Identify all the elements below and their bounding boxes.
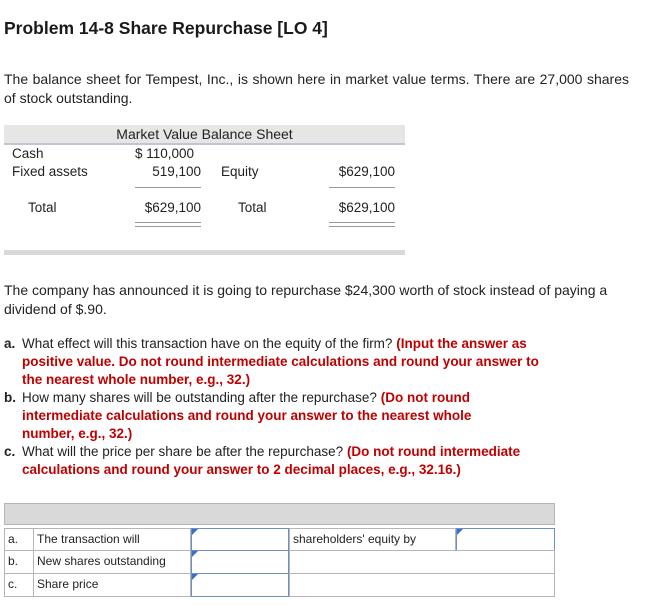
question-c-note-2: calculations and round your answer to 2 decimal places, e.g., 32.16.) [22, 462, 461, 477]
row-c-filler [289, 573, 555, 597]
total-liabilities-label: Total [238, 200, 267, 215]
equity-label: Equity [221, 164, 259, 179]
balance-sheet-top-rule [4, 143, 405, 145]
row-a-amount-input-marker-icon [457, 529, 463, 535]
question-b-text: How many shares will be outstanding after the repurchase? [22, 390, 377, 405]
row-a-text: The transaction will [33, 528, 191, 551]
intro-paragraph: The balance sheet for Tempest, Inc., is shown here in market value terms. There are 27,000 shares of stock outstanding. [4, 71, 629, 106]
question-c-text: What will the price per share be after the repurchase? [22, 444, 344, 459]
balance-sheet-title: Market Value Balance Sheet [116, 126, 293, 142]
total-assets-double-underline-1 [135, 222, 201, 223]
row-a-amount-input[interactable] [456, 528, 555, 551]
total-assets-value: $629,100 [144, 200, 201, 215]
balance-sheet [4, 125, 405, 256]
row-a-label: a. [4, 528, 34, 551]
question-a-text: What effect will this transaction have on the equity of the firm? [22, 336, 393, 351]
total-liabilities-double-underline-1 [329, 222, 395, 223]
row-c-label: c. [4, 573, 34, 597]
question-a-note-3: the nearest whole number, e.g., 32.) [22, 372, 251, 387]
row-a-effect-select-marker-icon [192, 529, 198, 535]
question-a-label: a. [4, 336, 16, 351]
question-b-label: b. [4, 390, 16, 405]
row-b-text: New shares outstanding [33, 550, 191, 574]
total-liabilities-double-underline-2 [329, 226, 395, 227]
question-b [4, 389, 624, 443]
fixed-assets-value: 519,100 [152, 164, 201, 179]
row-c-price-input[interactable] [191, 573, 289, 597]
row-b-shares-input-marker-icon [192, 551, 198, 557]
question-b-note-1: (Do not round [380, 390, 470, 405]
question-a [4, 335, 624, 389]
page-title: Problem 14-8 Share Repurchase [LO 4] [4, 18, 328, 38]
question-b-note-2: intermediate calculations and round your answer to the nearest whole [22, 408, 472, 423]
row-a-suffix: shareholders' equity by [289, 528, 456, 551]
announcement-paragraph: The company has announced it is going to repurchase $24,300 worth of stock instead of paying a dividend of $.90. [4, 282, 608, 317]
question-a-note-2: positive value. Do not round intermediate calculations and round your answer to [22, 354, 539, 369]
question-c-label: c. [4, 444, 16, 459]
question-a-note-1: (Input the answer as [396, 336, 527, 351]
row-c-text: Share price [33, 573, 191, 597]
row-b-shares-input[interactable] [191, 550, 289, 574]
row-b-label: b. [4, 550, 34, 574]
fixed-assets-label: Fixed assets [12, 164, 88, 179]
fixed-assets-underline [135, 187, 201, 188]
answer-table [4, 503, 555, 597]
question-b-note-3: number, e.g., 32.) [22, 426, 133, 441]
cash-label: Cash [12, 146, 44, 161]
row-a-effect-select[interactable] [191, 528, 289, 551]
equity-underline [329, 187, 395, 188]
question-c-note-1: (Do not round intermediate [346, 444, 521, 459]
total-liabilities-value: $629,100 [338, 200, 395, 215]
total-assets-label: Total [28, 200, 57, 215]
question-c [4, 443, 624, 479]
cash-value: $ 110,000 [135, 146, 195, 161]
balance-sheet-bottom-bar [4, 250, 405, 255]
answer-table-header [4, 503, 555, 525]
row-b-filler [289, 550, 555, 574]
equity-value: $629,100 [338, 164, 395, 179]
row-c-price-input-marker-icon [192, 574, 198, 580]
total-assets-double-underline-2 [135, 226, 201, 227]
